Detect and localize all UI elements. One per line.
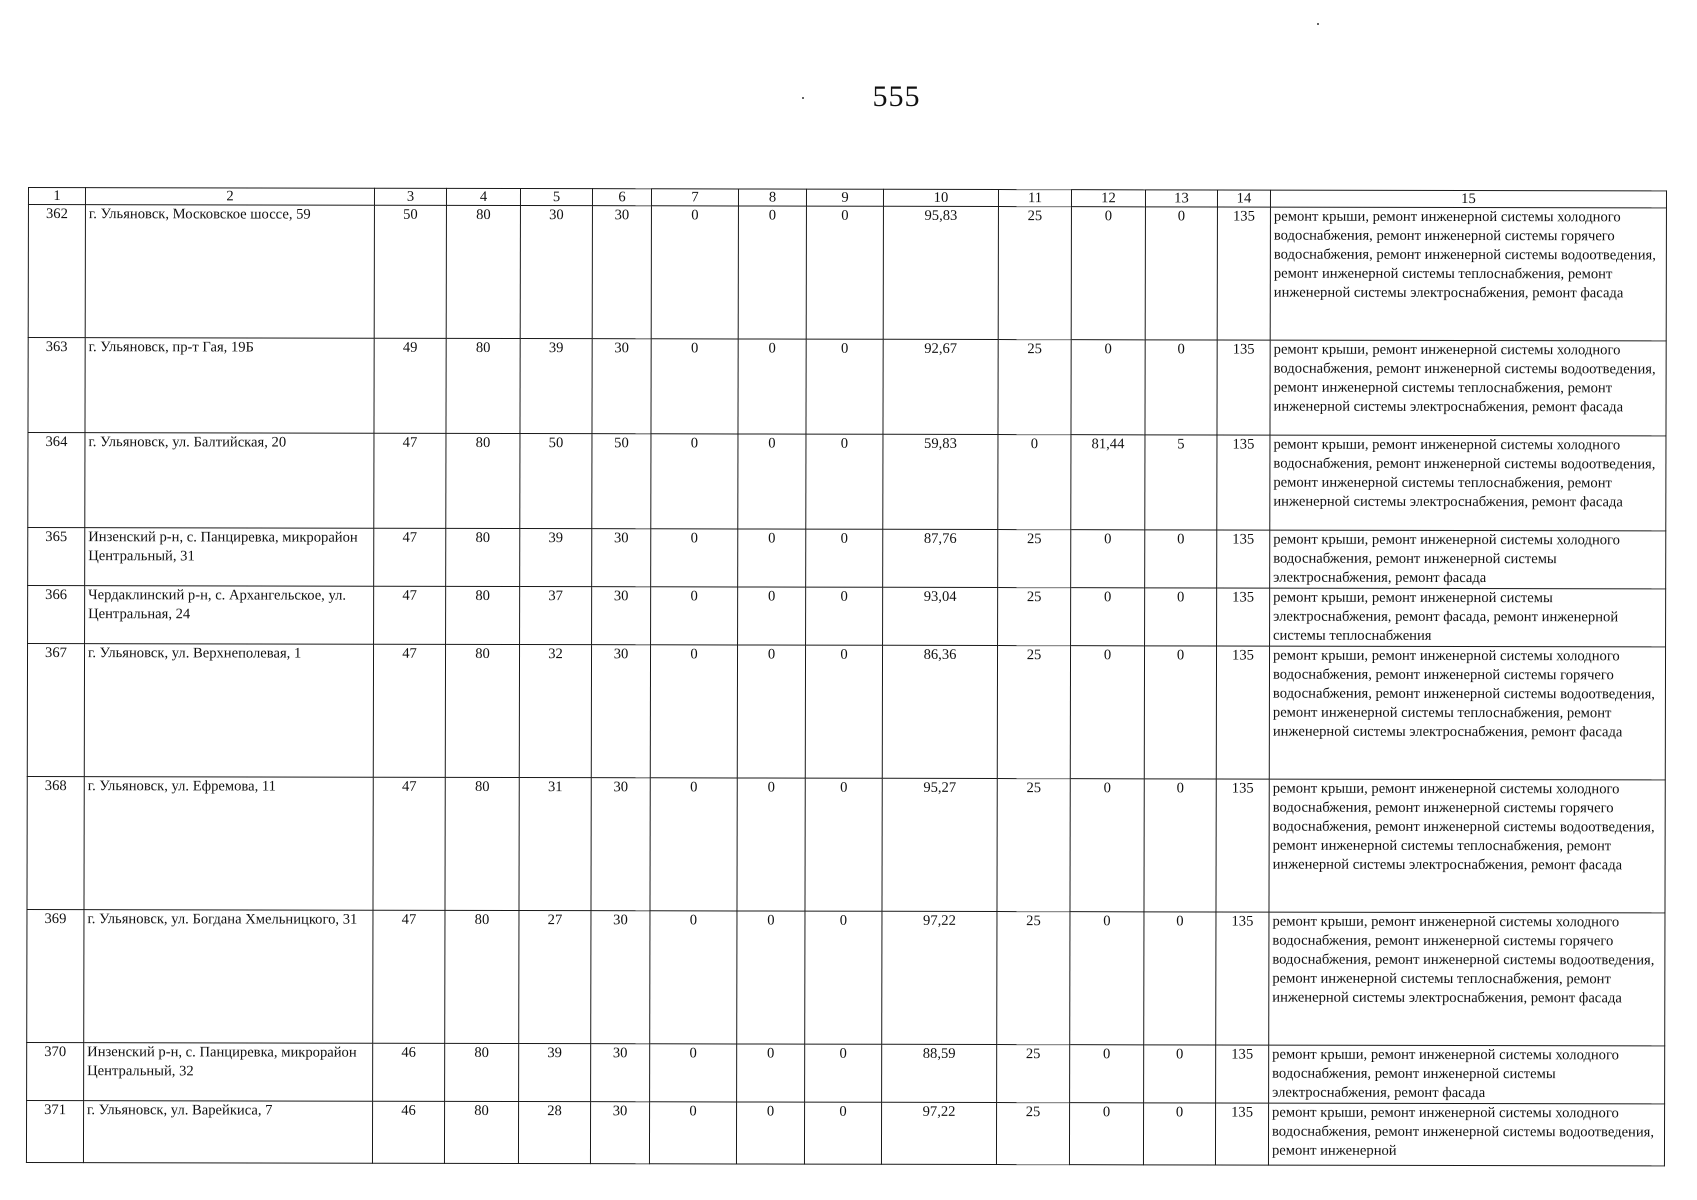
value-cell-c13: 0: [1144, 1045, 1216, 1103]
value-cell-c4: 80: [446, 528, 520, 586]
value-cell-c5: 50: [520, 434, 592, 529]
value-cell-c3: 47: [373, 644, 445, 777]
value-cell-c6: 30: [592, 206, 651, 339]
value-cell-c4: 80: [445, 777, 519, 910]
value-cell-c3: 46: [372, 1101, 444, 1163]
value-cell-c9: 0: [806, 206, 883, 339]
value-cell-c8: 0: [737, 778, 805, 911]
value-cell-c5: 39: [520, 529, 592, 587]
row-number-cell: 367: [27, 644, 84, 777]
works-cell: ремонт крыши, ремонт инженерной системы холодного водоснабжения, ремонт инженерной системы горячего водоснабжения, ремонт инженерной системы водоотведения, ремонт инженерной системы теплоснабжения, ремонт инженерной системы электроснабжения, ремонт фасада: [1270, 207, 1666, 341]
column-header-10: 10: [883, 189, 998, 206]
value-cell-c7: 0: [651, 434, 738, 529]
value-cell-c9: 0: [805, 911, 882, 1044]
value-cell-c11: 25: [997, 779, 1070, 912]
column-header-4: 4: [446, 188, 520, 205]
value-cell-c10: 95,83: [883, 206, 998, 339]
value-cell-c12: 0: [1070, 912, 1144, 1045]
value-cell-c6: 30: [592, 339, 651, 434]
value-cell-c12: 0: [1070, 646, 1144, 779]
value-cell-c14: 135: [1217, 588, 1270, 646]
value-cell-c8: 0: [737, 911, 805, 1044]
value-cell-c4: 80: [446, 205, 520, 338]
table-row: [28, 433, 1666, 531]
table-row: [28, 338, 1666, 436]
value-cell-c6: 30: [591, 645, 650, 778]
column-header-1: 1: [28, 188, 85, 205]
register-table: [26, 187, 1667, 1166]
value-cell-c9: 0: [805, 778, 882, 911]
address-cell: г. Ульяновск, ул. Варейкиса, 7: [83, 1101, 372, 1164]
value-cell-c9: 0: [805, 645, 882, 778]
value-cell-c12: 0: [1071, 588, 1145, 646]
value-cell-c3: 47: [374, 528, 446, 586]
page-number: 555: [872, 80, 921, 113]
column-header-5: 5: [520, 189, 592, 206]
table-row: [27, 776, 1665, 912]
column-header-12: 12: [1071, 190, 1145, 207]
value-cell-c10: 88,59: [882, 1044, 997, 1102]
value-cell-c13: 0: [1144, 779, 1216, 912]
works-cell: ремонт крыши, ремонт инженерной системы холодного водоснабжения, ремонт инженерной системы электроснабжения, ремонт фасада: [1270, 530, 1666, 589]
value-cell-c10: 59,83: [883, 434, 998, 529]
value-cell-c14: 135: [1217, 340, 1270, 435]
value-cell-c7: 0: [650, 1044, 737, 1102]
value-cell-c8: 0: [737, 1044, 805, 1102]
value-cell-c12: 0: [1069, 1103, 1143, 1165]
value-cell-c11: 25: [998, 207, 1071, 340]
address-cell: г. Ульяновск, ул. Верхнеполевая, 1: [84, 644, 373, 778]
scan-speck: [802, 97, 804, 99]
column-header-6: 6: [592, 189, 651, 206]
value-cell-c10: 97,22: [882, 911, 997, 1044]
value-cell-c11: 0: [998, 435, 1071, 530]
value-cell-c6: 30: [592, 529, 651, 587]
column-header-13: 13: [1145, 190, 1217, 207]
works-cell: ремонт крыши, ремонт инженерной системы холодного водоснабжения, ремонт инженерной системы электроснабжения, ремонт фасада: [1269, 1045, 1665, 1104]
value-cell-c3: 47: [374, 586, 446, 644]
value-cell-c14: 135: [1215, 1103, 1268, 1165]
value-cell-c3: 47: [374, 433, 446, 528]
works-cell: ремонт крыши, ремонт инженерной системы холодного водоснабжения, ремонт инженерной системы горячего водоснабжения, ремонт инженерной системы водоотведения, ремонт инженерной системы теплоснабжения, ремонт инженерной системы электроснабжения, ремонт фасада: [1269, 779, 1665, 913]
value-cell-c9: 0: [806, 434, 883, 529]
value-cell-c6: 30: [592, 587, 651, 645]
works-cell: ремонт крыши, ремонт инженерной системы холодного водоснабжения, ремонт инженерной системы водоотведения, ремонт инженерной: [1268, 1103, 1664, 1166]
value-cell-c4: 80: [445, 1043, 519, 1101]
column-header-8: 8: [738, 189, 806, 206]
value-cell-c4: 80: [446, 586, 520, 644]
value-cell-c7: 0: [651, 529, 738, 587]
row-number-cell: 370: [27, 1042, 84, 1100]
row-number-cell: 363: [28, 338, 85, 433]
address-cell: г. Ульяновск, ул. Ефремова, 11: [84, 777, 373, 911]
value-cell-c11: 25: [997, 1045, 1070, 1103]
column-header-7: 7: [651, 189, 738, 206]
value-cell-c7: 0: [651, 206, 738, 339]
works-cell: ремонт крыши, ремонт инженерной системы холодного водоснабжения, ремонт инженерной системы водоотведения, ремонт инженерной системы теплоснабжения, ремонт инженерной системы электроснабжения, ремонт фасада: [1270, 435, 1666, 531]
value-cell-c7: 0: [649, 1102, 736, 1164]
value-cell-c10: 97,22: [881, 1102, 996, 1164]
value-cell-c6: 30: [591, 778, 650, 911]
address-cell: Инзенский р-н, с. Панциревка, микрорайон Центральный, 31: [85, 528, 374, 587]
value-cell-c4: 80: [446, 433, 520, 528]
value-cell-c13: 5: [1145, 435, 1217, 530]
value-cell-c8: 0: [738, 587, 806, 645]
column-header-2: 2: [85, 188, 374, 206]
value-cell-c8: 0: [738, 339, 806, 434]
value-cell-c12: 0: [1071, 207, 1145, 340]
value-cell-c11: 25: [998, 530, 1071, 588]
address-cell: Чердаклинский р-н, с. Архангельское, ул. Центральная, 24: [85, 586, 374, 645]
value-cell-c10: 93,04: [883, 587, 998, 645]
value-cell-c10: 95,27: [882, 778, 997, 911]
value-cell-c5: 28: [518, 1102, 590, 1164]
value-cell-c14: 135: [1217, 530, 1270, 588]
row-number-cell: 369: [27, 909, 84, 1042]
value-cell-c5: 39: [520, 339, 592, 434]
value-cell-c13: 0: [1144, 912, 1216, 1045]
value-cell-c14: 135: [1216, 1045, 1269, 1103]
value-cell-c12: 0: [1070, 779, 1144, 912]
works-cell: ремонт крыши, ремонт инженерной системы холодного водоснабжения, ремонт инженерной системы водоотведения, ремонт инженерной системы теплоснабжения, ремонт инженерной системы электроснабжения, ремонт фасада: [1270, 340, 1666, 436]
column-header-14: 14: [1217, 190, 1270, 207]
value-cell-c14: 135: [1216, 779, 1269, 912]
value-cell-c6: 50: [592, 434, 651, 529]
value-cell-c9: 0: [805, 1044, 882, 1102]
value-cell-c13: 0: [1145, 340, 1217, 435]
address-cell: г. Ульяновск, ул. Балтийская, 20: [85, 433, 374, 529]
value-cell-c12: 81,44: [1071, 435, 1145, 530]
value-cell-c3: 46: [373, 1043, 445, 1101]
value-cell-c3: 47: [373, 910, 445, 1043]
value-cell-c4: 80: [445, 910, 519, 1043]
address-cell: г. Ульяновск, Московское шоссе, 59: [85, 205, 374, 339]
value-cell-c6: 30: [591, 1044, 650, 1102]
value-cell-c14: 135: [1216, 646, 1269, 779]
value-cell-c8: 0: [737, 645, 805, 778]
value-cell-c5: 32: [519, 645, 591, 778]
row-number-cell: 365: [28, 528, 85, 586]
value-cell-c13: 0: [1144, 646, 1216, 779]
row-number-cell: 368: [27, 776, 84, 909]
value-cell-c14: 135: [1217, 207, 1270, 340]
value-cell-c6: 30: [591, 911, 650, 1044]
column-header-9: 9: [806, 189, 883, 206]
table-row: [28, 528, 1666, 589]
table-row: [27, 909, 1665, 1045]
row-number-cell: 366: [28, 586, 85, 644]
value-cell-c8: 0: [738, 529, 806, 587]
value-cell-c7: 0: [650, 778, 737, 911]
value-cell-c4: 80: [444, 1101, 518, 1163]
value-cell-c5: 27: [519, 911, 591, 1044]
value-cell-c10: 92,67: [883, 339, 998, 434]
value-cell-c7: 0: [651, 339, 738, 434]
value-cell-c13: 0: [1145, 588, 1217, 646]
row-number-cell: 362: [28, 205, 85, 338]
value-cell-c12: 0: [1070, 1045, 1144, 1103]
value-cell-c6: 30: [590, 1102, 649, 1164]
table-row: [28, 586, 1666, 647]
value-cell-c3: 50: [374, 205, 446, 338]
column-header-15: 15: [1270, 190, 1666, 208]
value-cell-c7: 0: [650, 911, 737, 1044]
value-cell-c11: 25: [997, 912, 1070, 1045]
column-header-3: 3: [374, 188, 446, 205]
address-cell: Инзенский р-н, с. Панциревка, микрорайон Центральный, 32: [84, 1043, 373, 1102]
value-cell-c11: 25: [997, 646, 1070, 779]
value-cell-c12: 0: [1071, 530, 1145, 588]
value-cell-c8: 0: [738, 206, 806, 339]
value-cell-c10: 87,76: [883, 529, 998, 587]
value-cell-c9: 0: [806, 339, 883, 434]
table-row: [27, 644, 1665, 780]
value-cell-c4: 80: [445, 644, 519, 777]
value-cell-c3: 47: [373, 777, 445, 910]
value-cell-c8: 0: [736, 1102, 804, 1164]
value-cell-c8: 0: [738, 434, 806, 529]
works-cell: ремонт крыши, ремонт инженерной системы электроснабжения, ремонт фасада, ремонт инженерной системы теплоснабжения: [1270, 588, 1666, 647]
value-cell-c13: 0: [1145, 207, 1217, 340]
value-cell-c5: 37: [520, 587, 592, 645]
value-cell-c5: 39: [519, 1044, 591, 1102]
address-cell: г. Ульяновск, ул. Богдана Хмельницкого, 31: [84, 910, 373, 1044]
value-cell-c4: 80: [446, 338, 520, 433]
row-number-cell: 371: [26, 1100, 83, 1162]
table-row: [26, 1100, 1664, 1165]
value-cell-c9: 0: [806, 529, 883, 587]
value-cell-c9: 0: [804, 1102, 881, 1164]
value-cell-c11: 25: [998, 588, 1071, 646]
value-cell-c13: 0: [1145, 530, 1217, 588]
address-cell: г. Ульяновск, пр-т Гая, 19Б: [85, 338, 374, 434]
value-cell-c11: 25: [998, 340, 1071, 435]
table-row: [28, 205, 1666, 341]
value-cell-c11: 25: [996, 1103, 1069, 1165]
row-number-cell: 364: [28, 433, 85, 528]
table-row: [27, 1042, 1665, 1103]
value-cell-c5: 31: [519, 778, 591, 911]
works-cell: ремонт крыши, ремонт инженерной системы холодного водоснабжения, ремонт инженерной системы горячего водоснабжения, ремонт инженерной системы водоотведения, ремонт инженерной системы теплоснабжения, ремонт инженерной системы электроснабжения, ремонт фасада: [1269, 646, 1665, 780]
value-cell-c7: 0: [650, 645, 737, 778]
value-cell-c14: 135: [1216, 912, 1269, 1045]
value-cell-c10: 86,36: [882, 645, 997, 778]
value-cell-c12: 0: [1071, 340, 1145, 435]
column-header-11: 11: [998, 190, 1071, 207]
value-cell-c5: 30: [520, 206, 592, 339]
value-cell-c9: 0: [806, 587, 883, 645]
works-cell: ремонт крыши, ремонт инженерной системы холодного водоснабжения, ремонт инженерной системы горячего водоснабжения, ремонт инженерной системы водоотведения, ремонт инженерной системы теплоснабжения, ремонт инженерной системы электроснабжения, ремонт фасада: [1269, 912, 1665, 1046]
scan-speck: [1317, 23, 1319, 25]
value-cell-c7: 0: [651, 587, 738, 645]
value-cell-c13: 0: [1143, 1103, 1215, 1165]
value-cell-c14: 135: [1217, 435, 1270, 530]
value-cell-c3: 49: [374, 338, 446, 433]
